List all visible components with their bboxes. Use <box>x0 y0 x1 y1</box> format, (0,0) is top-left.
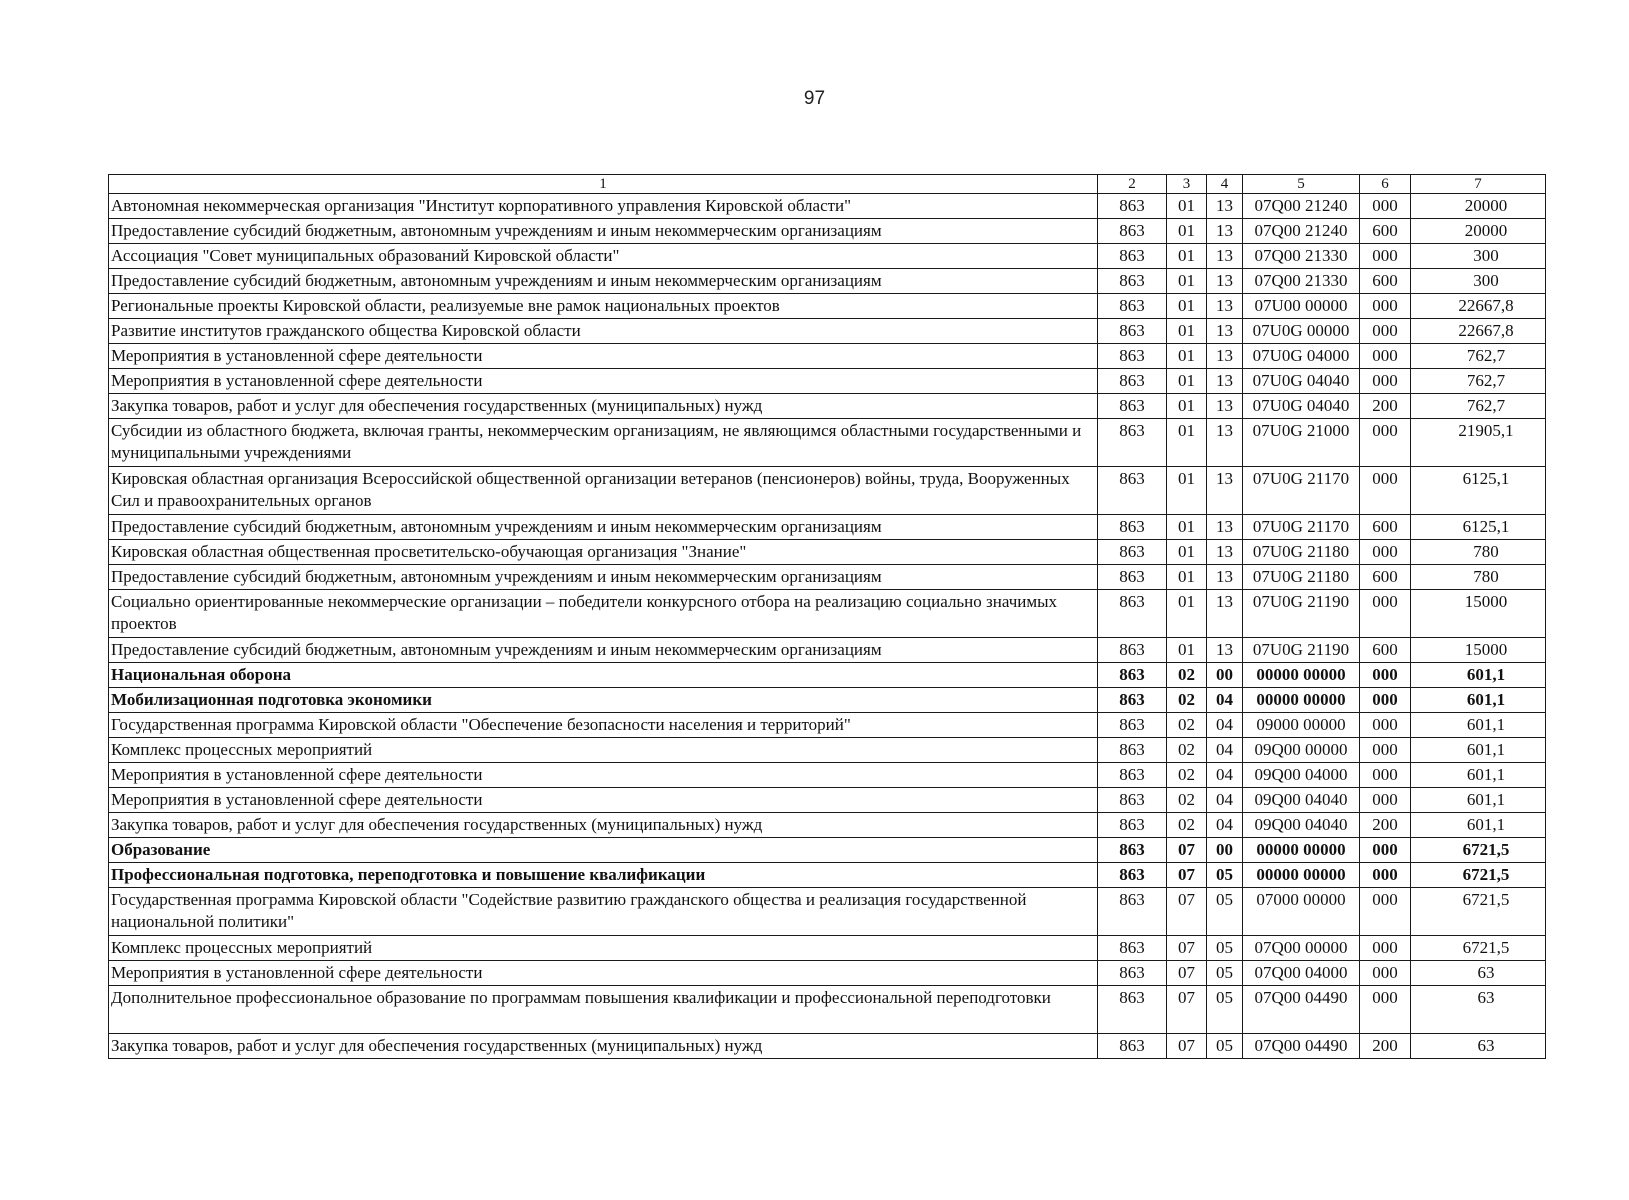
table-row <box>109 194 1546 219</box>
row-target-article-cell: 07U0G 00000 <box>1243 319 1360 344</box>
row-expense-type-cell: 000 <box>1360 688 1411 713</box>
row-admin-code-cell: 863 <box>1098 394 1167 419</box>
row-target-article-cell: 07U0G 04040 <box>1243 394 1360 419</box>
budget-table <box>108 174 1546 1059</box>
row-expense-type-cell: 000 <box>1360 344 1411 369</box>
row-admin-code-cell: 863 <box>1098 813 1167 838</box>
row-section-cell: 01 <box>1167 294 1207 319</box>
row-section-cell: 02 <box>1167 713 1207 738</box>
row-target-article-cell: 00000 00000 <box>1243 838 1360 863</box>
row-admin-code-cell: 863 <box>1098 1034 1167 1059</box>
row-name-cell: Государственная программа Кировской области "Содействие развитию гражданского общества и реализация государственной национальной политики" <box>109 888 1098 936</box>
row-admin-code-cell: 863 <box>1098 590 1167 638</box>
row-amount-cell: 601,1 <box>1411 738 1546 763</box>
table-row <box>109 688 1546 713</box>
row-expense-type-cell: 000 <box>1360 763 1411 788</box>
row-admin-code-cell: 863 <box>1098 467 1167 515</box>
row-expense-type-cell: 600 <box>1360 269 1411 294</box>
row-expense-type-cell: 000 <box>1360 738 1411 763</box>
row-target-article-cell: 07U0G 21000 <box>1243 419 1360 467</box>
row-amount-cell: 21905,1 <box>1411 419 1546 467</box>
row-target-article-cell: 07U0G 21180 <box>1243 540 1360 565</box>
row-subsection-cell: 13 <box>1207 419 1243 467</box>
table-row <box>109 961 1546 986</box>
row-section-cell: 02 <box>1167 813 1207 838</box>
row-target-article-cell: 07Q00 04490 <box>1243 986 1360 1034</box>
row-name-cell: Автономная некоммерческая организация "Институт корпоративного управления Кировской области" <box>109 194 1098 219</box>
row-section-cell: 02 <box>1167 738 1207 763</box>
column-header-2: 2 <box>1098 175 1167 194</box>
row-section-cell: 01 <box>1167 369 1207 394</box>
row-subsection-cell: 13 <box>1207 540 1243 565</box>
row-target-article-cell: 07U00 00000 <box>1243 294 1360 319</box>
row-target-article-cell: 07U0G 21180 <box>1243 565 1360 590</box>
row-section-cell: 01 <box>1167 590 1207 638</box>
table-header-row <box>109 175 1546 194</box>
row-subsection-cell: 13 <box>1207 565 1243 590</box>
row-amount-cell: 6721,5 <box>1411 888 1546 936</box>
row-name-cell: Дополнительное профессиональное образование по программам повышения квалификации и профессиональной переподготовки <box>109 986 1098 1034</box>
row-name-cell: Ассоциация "Совет муниципальных образований Кировской области" <box>109 244 1098 269</box>
row-expense-type-cell: 000 <box>1360 244 1411 269</box>
row-section-cell: 01 <box>1167 319 1207 344</box>
row-expense-type-cell: 000 <box>1360 319 1411 344</box>
row-name-cell: Комплекс процессных мероприятий <box>109 936 1098 961</box>
row-admin-code-cell: 863 <box>1098 319 1167 344</box>
row-subsection-cell: 13 <box>1207 219 1243 244</box>
row-section-cell: 01 <box>1167 394 1207 419</box>
row-subsection-cell: 04 <box>1207 738 1243 763</box>
row-expense-type-cell: 000 <box>1360 590 1411 638</box>
row-subsection-cell: 04 <box>1207 813 1243 838</box>
table-row <box>109 863 1546 888</box>
table-row <box>109 344 1546 369</box>
row-subsection-cell: 04 <box>1207 763 1243 788</box>
row-admin-code-cell: 863 <box>1098 936 1167 961</box>
row-expense-type-cell: 600 <box>1360 219 1411 244</box>
row-section-cell: 01 <box>1167 344 1207 369</box>
row-name-cell: Социально ориентированные некоммерческие организации – победители конкурсного отбора на реализацию социально значимых проектов <box>109 590 1098 638</box>
table-row <box>109 1034 1546 1059</box>
row-amount-cell: 63 <box>1411 1034 1546 1059</box>
row-admin-code-cell: 863 <box>1098 788 1167 813</box>
row-amount-cell: 780 <box>1411 540 1546 565</box>
row-target-article-cell: 09Q00 04040 <box>1243 813 1360 838</box>
row-amount-cell: 6721,5 <box>1411 863 1546 888</box>
row-target-article-cell: 07U0G 21190 <box>1243 590 1360 638</box>
row-name-cell: Мероприятия в установленной сфере деятельности <box>109 369 1098 394</box>
row-amount-cell: 601,1 <box>1411 763 1546 788</box>
row-subsection-cell: 05 <box>1207 863 1243 888</box>
row-amount-cell: 22667,8 <box>1411 319 1546 344</box>
row-section-cell: 01 <box>1167 638 1207 663</box>
row-expense-type-cell: 000 <box>1360 369 1411 394</box>
row-expense-type-cell: 000 <box>1360 467 1411 515</box>
row-section-cell: 01 <box>1167 467 1207 515</box>
row-target-article-cell: 07Q00 00000 <box>1243 936 1360 961</box>
row-amount-cell: 601,1 <box>1411 788 1546 813</box>
row-expense-type-cell: 000 <box>1360 294 1411 319</box>
row-target-article-cell: 07Q00 21330 <box>1243 269 1360 294</box>
row-expense-type-cell: 000 <box>1360 194 1411 219</box>
row-subsection-cell: 05 <box>1207 1034 1243 1059</box>
table-row <box>109 813 1546 838</box>
row-name-cell: Комплекс процессных мероприятий <box>109 738 1098 763</box>
row-amount-cell: 6721,5 <box>1411 838 1546 863</box>
row-section-cell: 07 <box>1167 986 1207 1034</box>
row-section-cell: 01 <box>1167 244 1207 269</box>
row-admin-code-cell: 863 <box>1098 419 1167 467</box>
row-name-cell: Профессиональная подготовка, переподготовка и повышение квалификации <box>109 863 1098 888</box>
row-name-cell: Субсидии из областного бюджета, включая гранты, некоммерческим организациям, не являющимся областными государственными и муниципальными учреждениями <box>109 419 1098 467</box>
row-section-cell: 07 <box>1167 838 1207 863</box>
row-admin-code-cell: 863 <box>1098 515 1167 540</box>
row-expense-type-cell: 600 <box>1360 515 1411 540</box>
row-amount-cell: 6125,1 <box>1411 515 1546 540</box>
table-row <box>109 565 1546 590</box>
row-name-cell: Мероприятия в установленной сфере деятельности <box>109 788 1098 813</box>
row-amount-cell: 22667,8 <box>1411 294 1546 319</box>
row-target-article-cell: 00000 00000 <box>1243 663 1360 688</box>
row-subsection-cell: 04 <box>1207 788 1243 813</box>
row-section-cell: 01 <box>1167 419 1207 467</box>
table-row <box>109 763 1546 788</box>
row-name-cell: Закупка товаров, работ и услуг для обеспечения государственных (муниципальных) нужд <box>109 394 1098 419</box>
page-number: 97 <box>803 88 826 109</box>
row-admin-code-cell: 863 <box>1098 888 1167 936</box>
row-name-cell: Предоставление субсидий бюджетным, автономным учреждениям и иным некоммерческим организациям <box>109 565 1098 590</box>
row-expense-type-cell: 000 <box>1360 863 1411 888</box>
row-amount-cell: 20000 <box>1411 219 1546 244</box>
row-admin-code-cell: 863 <box>1098 269 1167 294</box>
row-admin-code-cell: 863 <box>1098 638 1167 663</box>
row-name-cell: Мероприятия в установленной сфере деятельности <box>109 344 1098 369</box>
row-amount-cell: 601,1 <box>1411 688 1546 713</box>
row-subsection-cell: 05 <box>1207 888 1243 936</box>
row-target-article-cell: 07U0G 21170 <box>1243 515 1360 540</box>
row-name-cell: Образование <box>109 838 1098 863</box>
column-header-4: 4 <box>1207 175 1243 194</box>
row-subsection-cell: 13 <box>1207 269 1243 294</box>
row-expense-type-cell: 000 <box>1360 936 1411 961</box>
row-name-cell: Региональные проекты Кировской области, реализуемые вне рамок национальных проектов <box>109 294 1098 319</box>
row-target-article-cell: 00000 00000 <box>1243 863 1360 888</box>
row-subsection-cell: 13 <box>1207 394 1243 419</box>
row-subsection-cell: 13 <box>1207 590 1243 638</box>
row-section-cell: 02 <box>1167 788 1207 813</box>
table-row <box>109 986 1546 1034</box>
table-row <box>109 515 1546 540</box>
table-row <box>109 467 1546 515</box>
table-row <box>109 888 1546 936</box>
table-row <box>109 713 1546 738</box>
row-amount-cell: 601,1 <box>1411 713 1546 738</box>
column-header-6: 6 <box>1360 175 1411 194</box>
column-header-3: 3 <box>1167 175 1207 194</box>
row-name-cell: Мероприятия в установленной сфере деятельности <box>109 961 1098 986</box>
row-name-cell: Мероприятия в установленной сфере деятельности <box>109 763 1098 788</box>
row-name-cell: Развитие институтов гражданского общества Кировской области <box>109 319 1098 344</box>
row-subsection-cell: 00 <box>1207 838 1243 863</box>
row-expense-type-cell: 000 <box>1360 961 1411 986</box>
row-target-article-cell: 09Q00 00000 <box>1243 738 1360 763</box>
row-section-cell: 01 <box>1167 540 1207 565</box>
row-target-article-cell: 07U0G 21170 <box>1243 467 1360 515</box>
table-body <box>109 194 1546 1059</box>
row-section-cell: 07 <box>1167 863 1207 888</box>
row-section-cell: 07 <box>1167 888 1207 936</box>
row-admin-code-cell: 863 <box>1098 294 1167 319</box>
column-header-7: 7 <box>1411 175 1546 194</box>
row-subsection-cell: 13 <box>1207 294 1243 319</box>
row-expense-type-cell: 000 <box>1360 986 1411 1034</box>
row-name-cell: Закупка товаров, работ и услуг для обеспечения государственных (муниципальных) нужд <box>109 1034 1098 1059</box>
row-name-cell: Национальная оборона <box>109 663 1098 688</box>
table-row <box>109 294 1546 319</box>
row-target-article-cell: 09Q00 04040 <box>1243 788 1360 813</box>
row-admin-code-cell: 863 <box>1098 244 1167 269</box>
table-row <box>109 319 1546 344</box>
table-row <box>109 638 1546 663</box>
row-target-article-cell: 07Q00 04000 <box>1243 961 1360 986</box>
row-admin-code-cell: 863 <box>1098 219 1167 244</box>
row-expense-type-cell: 000 <box>1360 419 1411 467</box>
row-name-cell: Предоставление субсидий бюджетным, автономным учреждениям и иным некоммерческим организациям <box>109 638 1098 663</box>
table-row <box>109 394 1546 419</box>
row-amount-cell: 15000 <box>1411 590 1546 638</box>
row-expense-type-cell: 000 <box>1360 713 1411 738</box>
row-name-cell: Кировская областная организация Всероссийской общественной организации ветеранов (пенсионеров) войны, труда, Вооруженных Сил и правоохранительных органов <box>109 467 1098 515</box>
row-section-cell: 01 <box>1167 219 1207 244</box>
row-target-article-cell: 07000 00000 <box>1243 888 1360 936</box>
row-admin-code-cell: 863 <box>1098 738 1167 763</box>
row-name-cell: Предоставление субсидий бюджетным, автономным учреждениям и иным некоммерческим организациям <box>109 269 1098 294</box>
row-admin-code-cell: 863 <box>1098 344 1167 369</box>
row-amount-cell: 6125,1 <box>1411 467 1546 515</box>
row-amount-cell: 15000 <box>1411 638 1546 663</box>
row-admin-code-cell: 863 <box>1098 863 1167 888</box>
row-section-cell: 02 <box>1167 688 1207 713</box>
row-subsection-cell: 13 <box>1207 244 1243 269</box>
row-subsection-cell: 05 <box>1207 986 1243 1034</box>
row-name-cell: Кировская областная общественная просветительско-обучающая организация "Знание" <box>109 540 1098 565</box>
row-admin-code-cell: 863 <box>1098 688 1167 713</box>
row-subsection-cell: 05 <box>1207 961 1243 986</box>
table-row <box>109 838 1546 863</box>
table-row <box>109 590 1546 638</box>
row-target-article-cell: 07U0G 04000 <box>1243 344 1360 369</box>
row-name-cell: Закупка товаров, работ и услуг для обеспечения государственных (муниципальных) нужд <box>109 813 1098 838</box>
row-section-cell: 01 <box>1167 194 1207 219</box>
row-admin-code-cell: 863 <box>1098 986 1167 1034</box>
row-amount-cell: 300 <box>1411 269 1546 294</box>
row-admin-code-cell: 863 <box>1098 713 1167 738</box>
row-subsection-cell: 05 <box>1207 936 1243 961</box>
row-name-cell: Мобилизационная подготовка экономики <box>109 688 1098 713</box>
table-row <box>109 936 1546 961</box>
row-subsection-cell: 13 <box>1207 515 1243 540</box>
row-expense-type-cell: 000 <box>1360 838 1411 863</box>
row-name-cell: Предоставление субсидий бюджетным, автономным учреждениям и иным некоммерческим организациям <box>109 219 1098 244</box>
row-subsection-cell: 13 <box>1207 638 1243 663</box>
row-section-cell: 07 <box>1167 1034 1207 1059</box>
row-expense-type-cell: 200 <box>1360 1034 1411 1059</box>
row-amount-cell: 762,7 <box>1411 344 1546 369</box>
row-subsection-cell: 13 <box>1207 319 1243 344</box>
row-subsection-cell: 13 <box>1207 369 1243 394</box>
row-amount-cell: 20000 <box>1411 194 1546 219</box>
row-expense-type-cell: 000 <box>1360 540 1411 565</box>
row-subsection-cell: 04 <box>1207 688 1243 713</box>
row-amount-cell: 762,7 <box>1411 394 1546 419</box>
row-admin-code-cell: 863 <box>1098 763 1167 788</box>
row-amount-cell: 762,7 <box>1411 369 1546 394</box>
row-section-cell: 07 <box>1167 936 1207 961</box>
row-admin-code-cell: 863 <box>1098 369 1167 394</box>
row-expense-type-cell: 200 <box>1360 813 1411 838</box>
table-row <box>109 788 1546 813</box>
row-target-article-cell: 00000 00000 <box>1243 688 1360 713</box>
row-section-cell: 02 <box>1167 663 1207 688</box>
row-admin-code-cell: 863 <box>1098 663 1167 688</box>
row-amount-cell: 780 <box>1411 565 1546 590</box>
row-amount-cell: 63 <box>1411 961 1546 986</box>
row-target-article-cell: 09000 00000 <box>1243 713 1360 738</box>
row-expense-type-cell: 200 <box>1360 394 1411 419</box>
table-row <box>109 269 1546 294</box>
row-expense-type-cell: 000 <box>1360 888 1411 936</box>
row-section-cell: 01 <box>1167 515 1207 540</box>
row-admin-code-cell: 863 <box>1098 565 1167 590</box>
row-amount-cell: 63 <box>1411 986 1546 1034</box>
table-row <box>109 663 1546 688</box>
row-admin-code-cell: 863 <box>1098 540 1167 565</box>
table-row <box>109 219 1546 244</box>
row-amount-cell: 6721,5 <box>1411 936 1546 961</box>
row-target-article-cell: 07Q00 21240 <box>1243 219 1360 244</box>
row-subsection-cell: 13 <box>1207 467 1243 515</box>
table-row <box>109 369 1546 394</box>
row-amount-cell: 601,1 <box>1411 663 1546 688</box>
row-name-cell: Государственная программа Кировской области "Обеспечение безопасности населения и территорий" <box>109 713 1098 738</box>
row-expense-type-cell: 000 <box>1360 663 1411 688</box>
row-admin-code-cell: 863 <box>1098 961 1167 986</box>
row-target-article-cell: 07U0G 04040 <box>1243 369 1360 394</box>
table-row <box>109 738 1546 763</box>
row-target-article-cell: 07Q00 21240 <box>1243 194 1360 219</box>
table-row <box>109 419 1546 467</box>
row-expense-type-cell: 000 <box>1360 788 1411 813</box>
row-admin-code-cell: 863 <box>1098 194 1167 219</box>
row-section-cell: 01 <box>1167 565 1207 590</box>
row-subsection-cell: 13 <box>1207 194 1243 219</box>
row-section-cell: 02 <box>1167 763 1207 788</box>
row-name-cell: Предоставление субсидий бюджетным, автономным учреждениям и иным некоммерческим организациям <box>109 515 1098 540</box>
row-target-article-cell: 07Q00 04490 <box>1243 1034 1360 1059</box>
row-section-cell: 07 <box>1167 961 1207 986</box>
row-subsection-cell: 04 <box>1207 713 1243 738</box>
row-expense-type-cell: 600 <box>1360 638 1411 663</box>
row-section-cell: 01 <box>1167 269 1207 294</box>
row-amount-cell: 300 <box>1411 244 1546 269</box>
table-row <box>109 244 1546 269</box>
row-expense-type-cell: 600 <box>1360 565 1411 590</box>
row-admin-code-cell: 863 <box>1098 838 1167 863</box>
column-header-1: 1 <box>109 175 1098 194</box>
row-target-article-cell: 07U0G 21190 <box>1243 638 1360 663</box>
row-amount-cell: 601,1 <box>1411 813 1546 838</box>
column-header-5: 5 <box>1243 175 1360 194</box>
row-target-article-cell: 07Q00 21330 <box>1243 244 1360 269</box>
row-subsection-cell: 13 <box>1207 344 1243 369</box>
table-row <box>109 540 1546 565</box>
row-subsection-cell: 00 <box>1207 663 1243 688</box>
row-target-article-cell: 09Q00 04000 <box>1243 763 1360 788</box>
